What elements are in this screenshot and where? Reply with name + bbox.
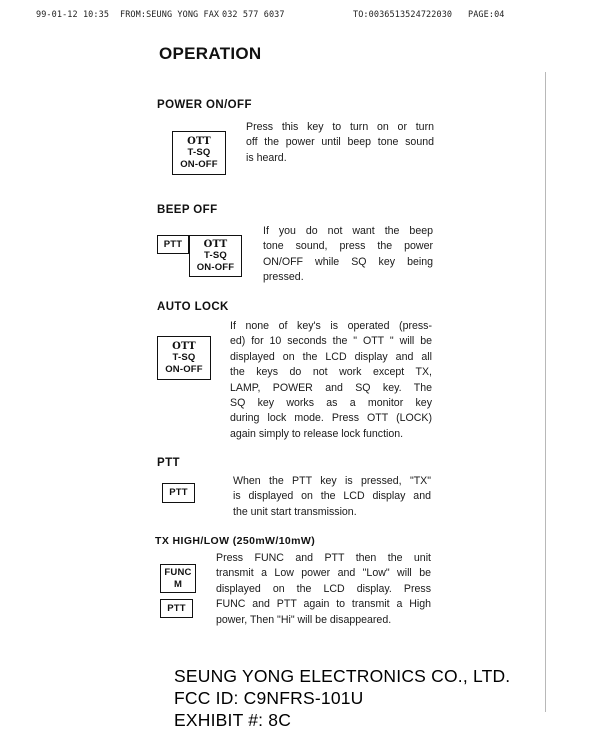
txhl-ptt-key-icon (160, 599, 193, 618)
beep-text-line: ON/OFF while SQ key being (263, 255, 433, 268)
txhl-text-line: power, Then "Hi" will be disappeared. (216, 613, 392, 626)
fax-datetime: 99-01-12 10:35 (36, 10, 110, 20)
autolock-text-line: If none of key's is operated (press- (230, 320, 432, 332)
beep-text-line: If you do not want the beep (263, 225, 433, 237)
txhl-text-line: transmit a Low power and "Low" will be (216, 567, 431, 580)
ptt-heading: PTT (157, 457, 180, 469)
autolock-key-line-3: ON-OFF (165, 363, 203, 375)
txhl-func-key-icon (160, 564, 196, 593)
txhl-text (216, 551, 431, 628)
power-key-line-1: OTT (187, 135, 211, 147)
autolock-key-line-2: T-SQ (172, 352, 196, 364)
footer-company: SEUNG YONG ELECTRONICS CO., LTD. (174, 666, 511, 686)
txhl-ptt-key-label: PTT (167, 602, 186, 614)
power-text (246, 120, 434, 166)
txhl-func-key-line-2: M (173, 578, 183, 590)
beep-text (263, 224, 433, 286)
beep-heading: BEEP OFF (157, 204, 218, 216)
fax-to: TO:0036513524722030 (353, 10, 453, 20)
power-text-line: Press this key to turn on or turn (246, 121, 434, 133)
autolock-key-icon (157, 336, 211, 380)
power-text-line: is heard. (246, 151, 287, 164)
fax-number: 032 577 6037 (222, 10, 285, 20)
beep-ptt-key-label: PTT (163, 238, 183, 250)
page-title: OPERATION (159, 44, 262, 63)
power-key-line-2: T-SQ (187, 147, 211, 159)
fax-page: PAGE:04 (468, 10, 505, 20)
ptt-text-line: the unit start transmission. (233, 505, 357, 518)
power-heading: POWER ON/OFF (157, 99, 252, 111)
beep-key-line-2: T-SQ (204, 250, 227, 262)
ptt-text-line: When the PTT key is pressed, "TX" (233, 475, 431, 487)
power-key-icon (172, 131, 226, 175)
autolock-text-line: the keys do not work except TX, (230, 366, 432, 379)
txhl-text-line: displayed on the LCD display. Press (216, 582, 431, 595)
ptt-key-icon (162, 483, 195, 503)
txhl-func-key-line-1: FUNC (164, 567, 192, 578)
autolock-text-line: ed) for 10 seconds the " OTT " will be (230, 335, 432, 348)
autolock-text (230, 319, 432, 442)
autolock-text-line: SQ key works as a monitor key (230, 397, 432, 410)
footer-fcc-id: FCC ID: C9NFRS-101U (174, 688, 364, 708)
ptt-text (233, 474, 431, 520)
autolock-text-line: again simply to release lock function. (230, 427, 404, 440)
autolock-text-line: during lock mode. Press OTT (LOCK) (230, 412, 432, 425)
beep-text-line: pressed. (263, 271, 304, 284)
txhl-text-line: Press FUNC and PTT then the unit (216, 552, 431, 564)
txhl-heading: TX HIGH/LOW (250mW/10mW) (155, 535, 316, 547)
autolock-text-line: LAMP, POWER and SQ key. The (230, 381, 432, 394)
ptt-text-line: is displayed on the LCD display and (233, 490, 431, 503)
beep-key-line-3: ON-OFF (196, 261, 235, 273)
beep-key-line-1: OTT (203, 238, 228, 250)
power-text-line: off the power until beep tone sound (246, 136, 434, 149)
footer-exhibit: EXHIBIT #: 8C (174, 710, 292, 730)
power-key-line-3: ON-OFF (180, 158, 218, 170)
fax-from: FROM:SEUNG YONG FAX (120, 10, 220, 20)
autolock-key-line-1: OTT (172, 340, 196, 352)
beep-text-line: tone sound, press the power (263, 240, 433, 253)
scan-edge-line (545, 72, 546, 712)
beep-key-icon (189, 235, 242, 277)
beep-ptt-key-icon (157, 235, 189, 254)
txhl-text-line: FUNC and PTT again to transmit a High (216, 598, 431, 611)
ptt-key-label: PTT (169, 487, 188, 499)
autolock-text-line: displayed on the LCD display and all (230, 350, 432, 363)
autolock-heading: AUTO LOCK (157, 301, 229, 313)
